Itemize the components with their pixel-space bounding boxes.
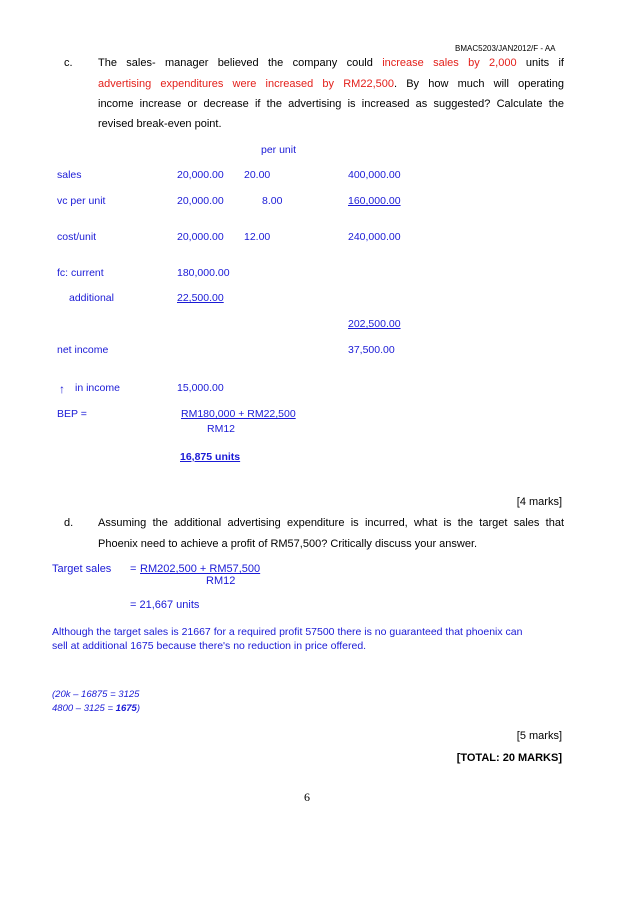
cost-per-unit: 12.00 — [244, 231, 271, 243]
target-sales-numerator: RM202,500 + RM57,500 — [140, 563, 261, 575]
arrow-up-icon: ↑ — [59, 382, 65, 396]
working-note-2-suffix: ) — [136, 703, 140, 714]
question-c-line4: revised break-even point. — [98, 118, 222, 130]
discussion-line2: sell at additional 1675 because there's no reduction in price offered. — [52, 640, 367, 652]
income-increase-value: 15,000.00 — [177, 382, 224, 394]
target-sales-denominator: RM12 — [206, 575, 236, 587]
fc-total: 202,500.00 — [348, 318, 401, 330]
marks-c: [4 marks] — [516, 496, 562, 508]
question-d-line2: Phoenix need to achieve a profit of RM57,500? Critically discuss your answer. — [98, 538, 478, 550]
working-note-2-prefix: 4800 – 3125 = — [52, 703, 116, 714]
page-number: 6 — [304, 790, 310, 804]
discussion-line1: Although the target sales is 21667 for a required profit 57500 there is no guaranteed that phoenix can — [52, 626, 523, 638]
sales-total: 400,000.00 — [348, 169, 401, 181]
target-sales-equals: = — [130, 563, 137, 575]
total-marks: [TOTAL: 20 MARKS] — [456, 752, 562, 764]
question-c-line2 — [98, 78, 564, 90]
question-c-line1-highlight: increase sales by 2,000 — [382, 57, 517, 69]
question-c-line1-text: The sales- manager believed the company could — [98, 57, 373, 69]
sales-label: sales — [57, 169, 82, 181]
question-d-line1: Assuming the additional advertising expenditure is incurred, what is the target sales that — [98, 517, 564, 529]
question-c-line1-suffix: units if — [525, 57, 564, 69]
question-c-line2-suffix: . By how much will operating — [393, 78, 564, 90]
vc-per-unit: 8.00 — [262, 195, 283, 207]
income-increase-label: in income — [75, 382, 120, 394]
bep-numerator: RM180,000 + RM22,500 — [181, 408, 296, 420]
fc-current-label: fc: current — [57, 267, 104, 279]
per-unit-header: per unit — [261, 144, 297, 156]
question-d-label: d. — [64, 517, 74, 529]
working-note-2-result: 1675 — [115, 703, 137, 714]
vc-label: vc per unit — [57, 195, 106, 207]
question-c-line1 — [98, 57, 564, 69]
cost-total: 240,000.00 — [348, 231, 401, 243]
target-sales-label: Target sales — [52, 563, 112, 575]
question-c-line2-highlight: advertising expenditures were increased by RM22,500 — [98, 78, 394, 90]
working-note-1: (20k – 16875 = 3125 — [52, 689, 140, 700]
fc-additional-value: 22,500.00 — [177, 292, 224, 304]
fc-additional-label: additional — [69, 292, 114, 304]
question-c-label: c. — [64, 57, 73, 69]
target-sales-result: = 21,667 units — [130, 599, 200, 611]
sales-per-unit: 20.00 — [244, 169, 271, 181]
document-code: BMAC5203/JAN2012/F - AA — [455, 44, 556, 53]
cost-label: cost/unit — [57, 231, 97, 243]
working-note-2 — [52, 703, 140, 714]
fc-current-value: 180,000.00 — [177, 267, 230, 279]
vc-units: 20,000.00 — [177, 195, 224, 207]
bep-label: BEP = — [57, 408, 87, 420]
net-income-label: net income — [57, 344, 109, 356]
cost-units: 20,000.00 — [177, 231, 224, 243]
net-income-total: 37,500.00 — [348, 344, 395, 356]
vc-total: 160,000.00 — [348, 195, 401, 207]
question-c-line3: income increase or decrease if the advertising is increased as suggested? Calculate the — [98, 98, 564, 110]
bep-result: 16,875 units — [180, 451, 241, 463]
sales-units: 20,000.00 — [177, 169, 224, 181]
bep-denominator: RM12 — [207, 423, 236, 435]
marks-d: [5 marks] — [516, 730, 562, 742]
